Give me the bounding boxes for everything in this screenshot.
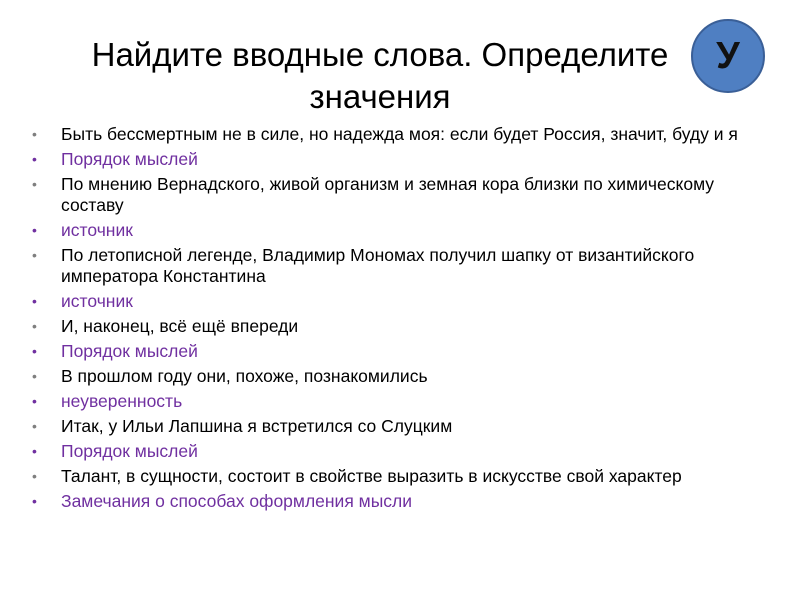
list-item [28,245,758,287]
list-item [28,341,758,362]
bullet-icon: • [32,393,37,409]
answer-text: Замечания о способах оформления мысли [61,491,413,511]
answer-text: Порядок мыслей [61,149,198,169]
bullet-icon: • [32,151,37,167]
list-item [28,174,758,216]
answer-text: источник [61,220,133,240]
sentence-text: По мнению Вернадского, живой организм и земная кора близки по химическому составу [61,174,715,215]
bullet-icon: • [32,468,37,484]
bullet-icon: • [32,443,37,459]
bullet-icon: • [32,418,37,434]
list-item [28,124,758,145]
sentence-text: В прошлом году они, похоже, познакомились [61,366,428,386]
bullet-icon: • [32,318,37,334]
answer-text: Порядок мыслей [61,441,198,461]
slide-title-line2: значения [309,78,451,115]
answer-text: источник [61,291,133,311]
bullet-icon: • [32,176,37,192]
sentence-text: Быть бессмертным не в силе, но надежда моя: если будет Россия, значит, буду и я [61,124,738,144]
answer-text: неуверенность [61,391,183,411]
list-item [28,366,758,387]
letter-badge: У [691,19,765,93]
bullet-icon: • [32,126,37,142]
list-item [28,466,758,487]
sentence-text: Талант, в сущности, состоит в свойстве выразить в искусстве свой характер [61,466,682,486]
list-item [28,220,758,241]
list-item [28,316,758,337]
bullet-icon: • [32,493,37,509]
list-item [28,391,758,412]
list-item [28,149,758,170]
list-item [28,291,758,312]
exercise-list [28,124,758,516]
bullet-icon: • [32,247,37,263]
sentence-text: По летописной легенде, Владимир Мономах получил шапку от византийского императора Константина [61,245,695,286]
bullet-icon: • [32,222,37,238]
sentence-text: Итак, у Ильи Лапшина я встретился со Слуцким [61,416,453,436]
list-item [28,441,758,462]
bullet-icon: • [32,343,37,359]
list-item [28,416,758,437]
slide-title-line1: Найдите вводные слова. Определите [91,36,669,73]
bullet-icon: • [32,293,37,309]
sentence-text: И, наконец, всё ещё впереди [61,316,299,336]
bullet-icon: • [32,368,37,384]
list-item [28,491,758,512]
answer-text: Порядок мыслей [61,341,198,361]
slide-title [40,34,720,118]
